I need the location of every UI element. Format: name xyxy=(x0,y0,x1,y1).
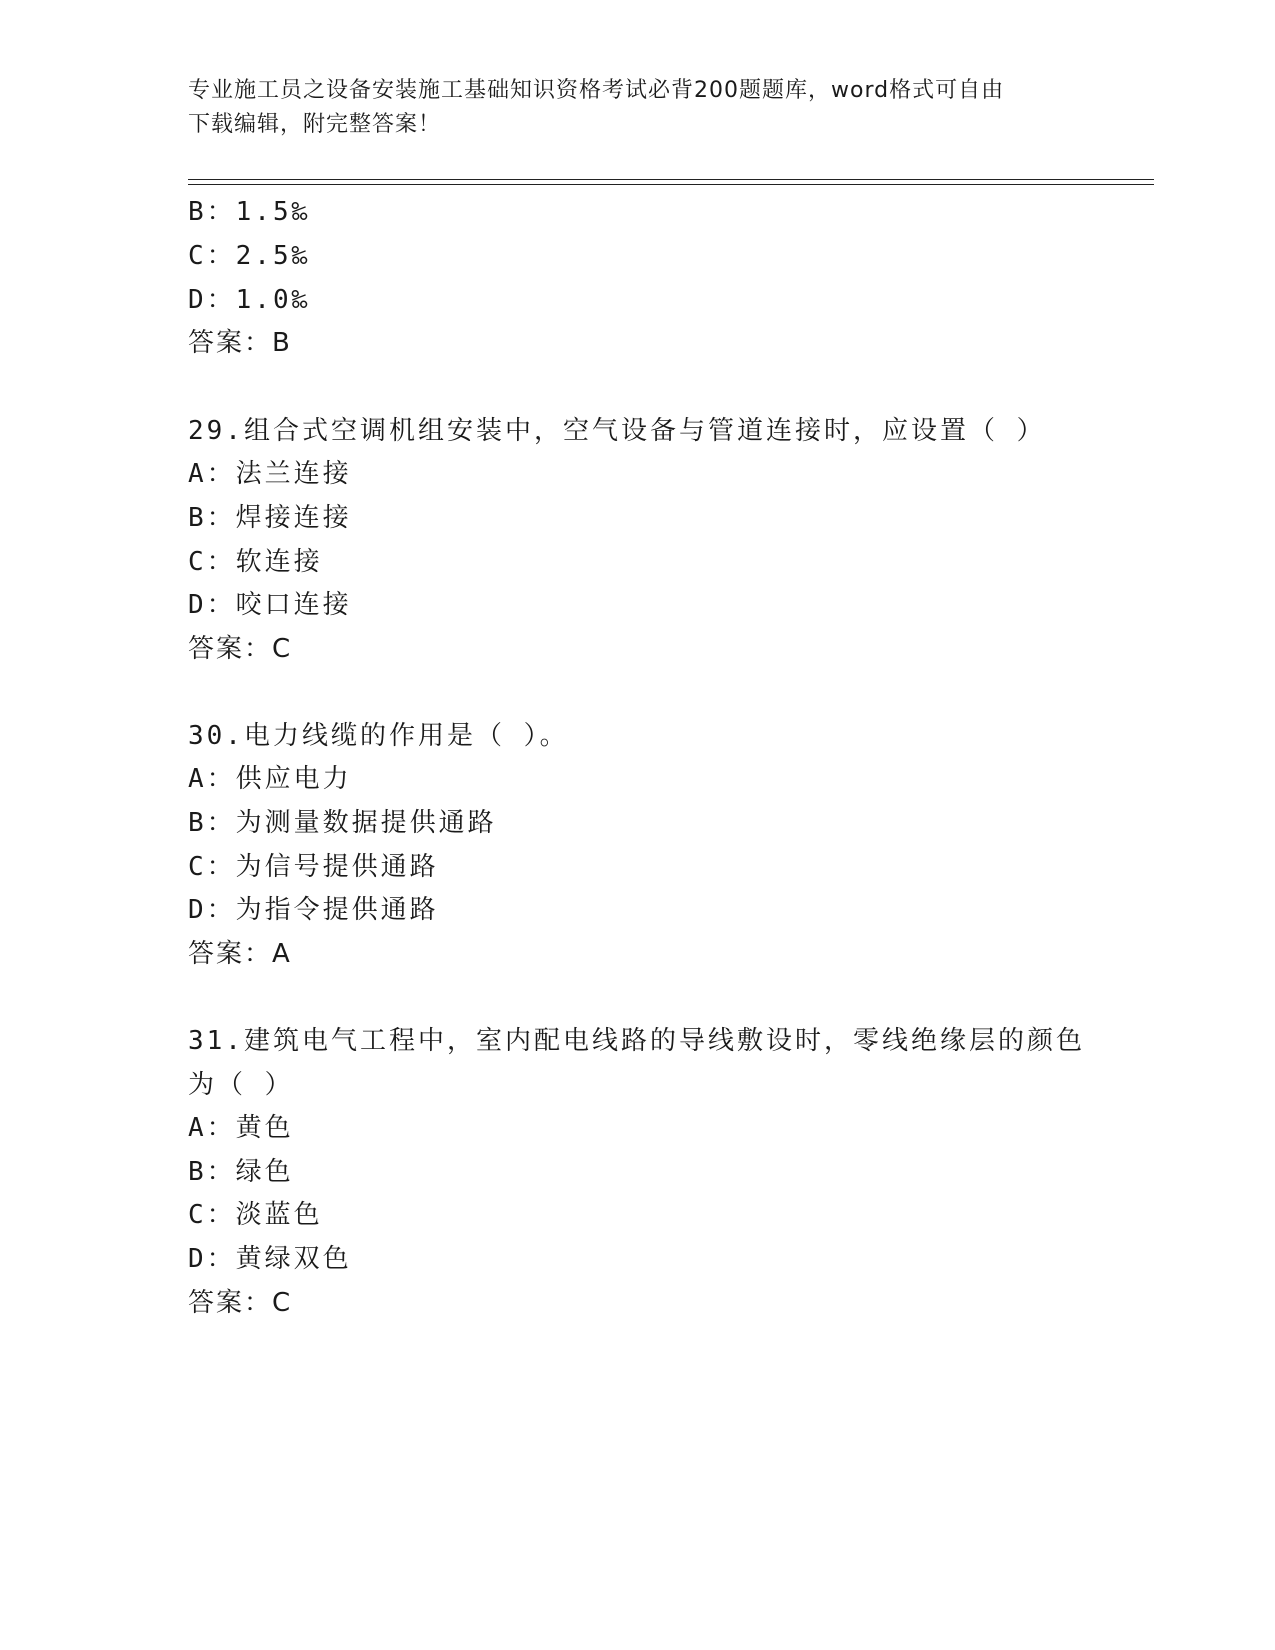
answer: 答案：B xyxy=(188,328,292,358)
option-b: B：1.5‰ xyxy=(188,197,311,227)
question-stem: 29.组合式空调机组安装中，空气设备与管道连接时，应设置（ ） xyxy=(188,416,1046,446)
header-line-1: 专业施工员之设备安装施工基础知识资格考试必背200题题库，word格式可自由 xyxy=(188,78,1005,103)
question-stem-line-1: 31.建筑电气工程中，室内配电线路的导线敷设时，零线绝缘层的颜色 xyxy=(188,1026,1085,1056)
option-d: D：1.0‰ xyxy=(188,285,311,315)
option-d: D：咬口连接 xyxy=(188,590,352,620)
header-rule-top xyxy=(188,179,1154,180)
option-d: D：为指令提供通路 xyxy=(188,895,439,925)
option-c: C：2.5‰ xyxy=(188,241,311,271)
option-b: B：焊接连接 xyxy=(188,503,352,533)
option-c: C：软连接 xyxy=(188,547,323,577)
answer: 答案：C xyxy=(188,1288,293,1318)
option-c: C：为信号提供通路 xyxy=(188,852,439,882)
question-stem: 30.电力线缆的作用是（ ）。 xyxy=(188,721,569,751)
option-c: C：淡蓝色 xyxy=(188,1200,323,1230)
option-b: B：绿色 xyxy=(188,1157,294,1187)
document-header xyxy=(188,74,1088,142)
header-rule-bottom xyxy=(188,184,1154,185)
option-a: A：黄色 xyxy=(188,1113,294,1143)
header-line-2: 下载编辑，附完整答案！ xyxy=(188,112,442,137)
question-stem-line-2: 为（ ） xyxy=(188,1070,294,1100)
answer: 答案：C xyxy=(188,634,293,664)
option-a: A：法兰连接 xyxy=(188,459,352,489)
answer: 答案：A xyxy=(188,939,292,969)
option-a: A：供应电力 xyxy=(188,764,352,794)
option-b: B：为测量数据提供通路 xyxy=(188,808,497,838)
option-d: D：黄绿双色 xyxy=(188,1244,352,1274)
